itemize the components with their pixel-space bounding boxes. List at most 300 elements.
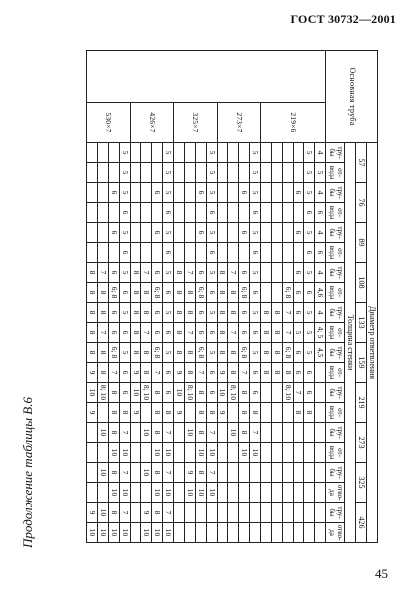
- table-cell: [98, 223, 109, 243]
- sub-header-branch: от- вода: [326, 323, 345, 343]
- table-cell: [282, 403, 293, 423]
- table-cell: 8: [228, 303, 239, 323]
- table-cell: 8: [130, 343, 141, 363]
- table-cell: [174, 203, 185, 223]
- table-cell: 6: [304, 203, 315, 223]
- table-cell: 8: [195, 403, 206, 423]
- table-cell: [250, 503, 261, 523]
- table-cell: [260, 463, 271, 483]
- table-cell: 6; 8: [108, 343, 119, 363]
- table-cell: [228, 203, 239, 223]
- table-cell: 6: [250, 323, 261, 343]
- branch-diameter-108: 108: [356, 263, 367, 303]
- table-cell: 6: [108, 223, 119, 243]
- table-cell: 4,5: [315, 343, 326, 363]
- table-cell: 5: [119, 183, 130, 203]
- table-cell: 10: [163, 443, 174, 463]
- table-cell: 8: [174, 283, 185, 303]
- branch-diameter-325: 325: [356, 463, 367, 503]
- table-cell: [174, 483, 185, 503]
- table-cell: 7: [293, 383, 304, 403]
- table-cell: 8: [184, 283, 195, 303]
- table-cell: 5: [119, 163, 130, 183]
- table-cell: [228, 163, 239, 183]
- table-cell: [282, 463, 293, 483]
- table-cell: 10: [98, 423, 109, 443]
- table-cell: 8: [141, 283, 152, 303]
- table-cell: [195, 143, 206, 163]
- table-cell: 8: [217, 303, 228, 323]
- table-cell: 6: [119, 283, 130, 303]
- table-cell: [174, 143, 185, 163]
- table-cell: [282, 183, 293, 203]
- table-cell: 10: [87, 383, 98, 403]
- table-cell: 7: [119, 423, 130, 443]
- branch-diameter-header: Диаметр ответвления: [367, 143, 378, 543]
- table-cell: 6: [152, 223, 163, 243]
- main-pipe-size: 325×7: [174, 103, 217, 143]
- table-cell: [271, 203, 282, 223]
- table-cell: 9: [141, 503, 152, 523]
- table-cell: [315, 383, 326, 403]
- table-cell: 8: [260, 303, 271, 323]
- table-cell: [293, 463, 304, 483]
- table-cell: 9: [174, 363, 185, 383]
- table-cell: [250, 463, 261, 483]
- table-cell: [293, 523, 304, 543]
- table-cell: 8: [184, 343, 195, 363]
- table-cell: [87, 203, 98, 223]
- table-cell: [271, 283, 282, 303]
- table-cell: 5: [250, 223, 261, 243]
- table-cell: 8: [130, 283, 141, 303]
- table-cell: 6: [119, 243, 130, 263]
- table-cell: 4: [315, 183, 326, 203]
- table-cell: [130, 523, 141, 543]
- table-cell: [141, 443, 152, 463]
- table-cell: [293, 423, 304, 443]
- sub-header-branch: от- вода: [326, 243, 345, 263]
- table-cell: 4: [315, 143, 326, 163]
- table-cell: 10: [108, 483, 119, 503]
- table-cell: 8: [260, 323, 271, 343]
- table-cell: 9: [130, 363, 141, 383]
- table-cell: 6: [163, 363, 174, 383]
- table-cell: 5: [163, 303, 174, 323]
- table-cell: 6; 8: [282, 343, 293, 363]
- table-cell: 6: [152, 183, 163, 203]
- table-cell: 8: [98, 283, 109, 303]
- table-cell: [260, 483, 271, 503]
- table-cell: 10: [119, 443, 130, 463]
- table-cell: [228, 183, 239, 203]
- table-cell: [184, 503, 195, 523]
- table-cell: 10: [152, 483, 163, 503]
- table-cell: [239, 143, 250, 163]
- table-cell: 6: [304, 243, 315, 263]
- table-cell: 4: [315, 223, 326, 243]
- table-cell: 6: [250, 203, 261, 223]
- table-cell: 8: [260, 343, 271, 363]
- table-cell: [184, 223, 195, 243]
- table-cell: 8; 10: [282, 383, 293, 403]
- table-cell: 8: [271, 323, 282, 343]
- table-cell: 8: [108, 383, 119, 403]
- sub-header-pipe: тру- бы: [326, 223, 345, 243]
- table-cell: [282, 263, 293, 283]
- table-cell: [271, 223, 282, 243]
- table-cell: [228, 143, 239, 163]
- table-cell: 6: [293, 263, 304, 283]
- table-cell: 10: [98, 463, 109, 483]
- table-cell: [130, 483, 141, 503]
- table-cell: [260, 183, 271, 203]
- table-cell: 10: [206, 483, 217, 503]
- table-cell: 7: [163, 463, 174, 483]
- table-cell: [141, 203, 152, 223]
- table-row: [119, 51, 130, 543]
- table-cell: [130, 443, 141, 463]
- table-cell: [315, 463, 326, 483]
- table-cell: [130, 143, 141, 163]
- table-cell: 10: [119, 523, 130, 543]
- table-cell: 8: [293, 403, 304, 423]
- table-cell: 7: [206, 463, 217, 483]
- table-cell: [239, 163, 250, 183]
- table-cell: 10: [119, 483, 130, 503]
- table-cell: 6: [315, 203, 326, 223]
- table-cell: [293, 443, 304, 463]
- table-cell: 10: [152, 523, 163, 543]
- table-cell: [217, 243, 228, 263]
- table-cell: [282, 143, 293, 163]
- wall-thickness-header: Толщина стенки: [345, 143, 356, 543]
- table-cell: [315, 483, 326, 503]
- table-cell: [87, 423, 98, 443]
- table-cell: 6: [250, 243, 261, 263]
- table-cell: [260, 423, 271, 443]
- table-cell: 9: [87, 503, 98, 523]
- sub-header-pipe: тру- бы: [326, 143, 345, 163]
- table-cell: 8: [282, 363, 293, 383]
- sub-header-branch: от- вода: [326, 443, 345, 463]
- table-cell: [141, 243, 152, 263]
- sub-header-pipe: тру- бы: [326, 263, 345, 283]
- table-cell: [87, 183, 98, 203]
- table-cell: 6: [163, 243, 174, 263]
- branch-diameter-159: 159: [356, 343, 367, 383]
- table-cell: 5: [304, 343, 315, 363]
- table-cell: [217, 443, 228, 463]
- table-cell: 5: [304, 303, 315, 323]
- table-cell: [282, 443, 293, 463]
- table-cell: 7: [163, 423, 174, 443]
- table-cell: [217, 203, 228, 223]
- table-cell: 10: [108, 523, 119, 543]
- table-cell: [228, 523, 239, 543]
- table-cell: 10: [141, 463, 152, 483]
- table-cell: 8: [141, 303, 152, 323]
- table-cell: 7: [119, 503, 130, 523]
- table-cell: 8: [152, 463, 163, 483]
- branch-diameter-426: 426: [356, 503, 367, 543]
- table-cell: [315, 403, 326, 423]
- table-cell: 8: [163, 403, 174, 423]
- table-cell: [271, 483, 282, 503]
- table-cell: [293, 143, 304, 163]
- main-pipe-size: 530×7: [87, 103, 131, 143]
- table-cell: 8: [130, 303, 141, 323]
- table-cell: [260, 443, 271, 463]
- sub-header-pipe: тру- бы: [326, 503, 345, 523]
- table-cell: [217, 163, 228, 183]
- table-cell: 8: [108, 423, 119, 443]
- table-cell: 6; 8: [282, 283, 293, 303]
- table-cell: 5: [250, 163, 261, 183]
- table-cell: 5: [119, 143, 130, 163]
- table-cell: [152, 203, 163, 223]
- table-cell: 8: [228, 283, 239, 303]
- table-cell: 6: [206, 383, 217, 403]
- table-cell: [206, 523, 217, 543]
- table-cell: 8: [228, 343, 239, 363]
- table-cell: [141, 223, 152, 243]
- table-cell: 6: [304, 283, 315, 303]
- table-cell: [87, 223, 98, 243]
- table-cell: 10: [174, 383, 185, 403]
- table-cell: [217, 483, 228, 503]
- table-cell: [108, 163, 119, 183]
- table-cell: 10: [206, 443, 217, 463]
- table-cell: 6: [119, 323, 130, 343]
- table-cell: [260, 283, 271, 303]
- table-cell: 6: [152, 303, 163, 323]
- table-cell: 7: [163, 503, 174, 523]
- table-cell: 8: [141, 343, 152, 363]
- table-cell: 5: [119, 303, 130, 323]
- table-cell: [130, 423, 141, 443]
- table-cell: 6: [239, 183, 250, 203]
- table-cell: [293, 243, 304, 263]
- table-cell: [152, 163, 163, 183]
- table-cell: [130, 203, 141, 223]
- table-cell: [260, 203, 271, 223]
- table-cell: 9: [174, 403, 185, 423]
- table-cell: 8; 10: [228, 383, 239, 403]
- table-cell: 6: [163, 283, 174, 303]
- table-cell: 8: [174, 323, 185, 343]
- table-cell: [174, 463, 185, 483]
- table-cell: 6; 8: [195, 343, 206, 363]
- table-cell: 8: [239, 383, 250, 403]
- table-cell: 5: [250, 143, 261, 163]
- table-cell: 7: [250, 423, 261, 443]
- table-cell: [184, 443, 195, 463]
- table-cell: 5: [206, 223, 217, 243]
- table-cell: [293, 163, 304, 183]
- table-cell: 6: [119, 203, 130, 223]
- table-cell: 10: [141, 423, 152, 443]
- table-cell: 8: [304, 403, 315, 423]
- table-cell: 10: [98, 503, 109, 523]
- table-cell: 5: [163, 143, 174, 163]
- table-cell: 8: [239, 423, 250, 443]
- table-cell: 7: [98, 323, 109, 343]
- table-cell: [304, 523, 315, 543]
- table-cell: 7: [282, 303, 293, 323]
- table-cell: 6: [293, 223, 304, 243]
- table-cell: [260, 263, 271, 283]
- table-cell: [130, 243, 141, 263]
- table-cell: 6: [293, 183, 304, 203]
- table-cell: 8: [119, 403, 130, 423]
- table-cell: [217, 463, 228, 483]
- table-cell: [217, 503, 228, 523]
- table-cell: 5: [206, 143, 217, 163]
- main-pipe-size: 426×7: [130, 103, 173, 143]
- table-cell: [239, 203, 250, 223]
- table-cell: 5: [304, 223, 315, 243]
- table-cell: [271, 443, 282, 463]
- table-cell: 10: [87, 523, 98, 543]
- table-cell: [141, 143, 152, 163]
- table-cell: 9: [87, 363, 98, 383]
- table-cell: 5: [315, 163, 326, 183]
- table-cell: 6: [250, 363, 261, 383]
- table-cell: 6: [108, 303, 119, 323]
- table-cell: [239, 523, 250, 543]
- table-cell: [108, 243, 119, 263]
- table-cell: [87, 163, 98, 183]
- table-cell: 10: [184, 423, 195, 443]
- table-cell: 6; 8: [152, 283, 163, 303]
- table-cell: 6: [163, 323, 174, 343]
- table-cell: 8: [174, 303, 185, 323]
- table-cell: [184, 203, 195, 223]
- table-cell: [174, 223, 185, 243]
- table-cell: 8: [108, 403, 119, 423]
- table-cell: 6; 8: [239, 343, 250, 363]
- table-cell: [260, 243, 271, 263]
- table-cell: [98, 243, 109, 263]
- table-cell: [260, 403, 271, 423]
- table-cell: [239, 503, 250, 523]
- table-cell: 7: [228, 323, 239, 343]
- table-cell: 8: [271, 343, 282, 363]
- table-cell: [217, 143, 228, 163]
- table-cell: 8: [217, 283, 228, 303]
- table-cell: [195, 163, 206, 183]
- table-cell: [271, 263, 282, 283]
- table-cell: 10: [195, 443, 206, 463]
- branch-diameter-57: 57: [356, 143, 367, 183]
- table-cell: [174, 183, 185, 203]
- table-cell: [293, 483, 304, 503]
- table-cell: 8: [87, 323, 98, 343]
- sub-header-branch: отво- да: [326, 483, 345, 503]
- table-cell: 5: [250, 183, 261, 203]
- table-cell: 6: [293, 303, 304, 323]
- table-cell: 7: [119, 463, 130, 483]
- sub-header-pipe: тру- бы: [326, 383, 345, 403]
- table-cell: [271, 523, 282, 543]
- table-cell: [271, 383, 282, 403]
- table-cell: 10: [250, 443, 261, 463]
- main-pipe-size: 273×7: [217, 103, 260, 143]
- rotated-table-wrapper: [86, 50, 378, 542]
- table-cell: [108, 143, 119, 163]
- table-cell: [195, 243, 206, 263]
- table-cell: 4: [315, 303, 326, 323]
- table-cell: [315, 523, 326, 543]
- branch-diameter-76: 76: [356, 183, 367, 223]
- table-cell: 10: [130, 383, 141, 403]
- table-cell: [184, 403, 195, 423]
- axis-spacer: [87, 51, 326, 103]
- table-cell: 5: [206, 263, 217, 283]
- table-cell: 6: [239, 263, 250, 283]
- table-cell: 6; 8: [239, 283, 250, 303]
- table-cell: 8: [130, 323, 141, 343]
- table-cell: [98, 483, 109, 503]
- table-cell: [304, 503, 315, 523]
- table-cell: [282, 243, 293, 263]
- table-cell: [250, 483, 261, 503]
- sub-header-branch: от- вода: [326, 403, 345, 423]
- table-cell: 5: [163, 183, 174, 203]
- table-cell: [260, 143, 271, 163]
- table-cell: 8: [195, 383, 206, 403]
- table-cell: [228, 243, 239, 263]
- table-row: [206, 51, 217, 543]
- table-cell: 5: [206, 163, 217, 183]
- table-cell: [282, 223, 293, 243]
- table-cell: [174, 503, 185, 523]
- table-cell: 7: [184, 263, 195, 283]
- table-cell: 8: [87, 343, 98, 363]
- table-cell: 8: [271, 303, 282, 323]
- branch-thickness-table: [86, 50, 378, 543]
- table-cell: 6: [195, 183, 206, 203]
- table-cell: 6: [163, 383, 174, 403]
- table-cell: [282, 503, 293, 523]
- table-cell: 5: [206, 183, 217, 203]
- table-cell: 7: [98, 263, 109, 283]
- table-cell: [217, 523, 228, 543]
- table-cell: [87, 443, 98, 463]
- table-cell: [98, 143, 109, 163]
- table-cell: 6; 8: [152, 343, 163, 363]
- table-cell: [195, 523, 206, 543]
- table-cell: [87, 243, 98, 263]
- table-cell: [228, 403, 239, 423]
- table-cell: 6: [206, 363, 217, 383]
- table-cell: [304, 423, 315, 443]
- sub-header-pipe: тру- бы: [326, 463, 345, 483]
- table-cell: 4; 5: [315, 323, 326, 343]
- table-cell: [195, 203, 206, 223]
- table-cell: 10: [163, 523, 174, 543]
- table-cell: [282, 523, 293, 543]
- table-cell: 8; 10: [141, 383, 152, 403]
- table-cell: 6: [293, 283, 304, 303]
- table-cell: [260, 383, 271, 403]
- table-cell: [315, 363, 326, 383]
- table-cell: [217, 423, 228, 443]
- table-cell: 8: [217, 323, 228, 343]
- table-cell: 6: [315, 243, 326, 263]
- table-cell: 8: [130, 263, 141, 283]
